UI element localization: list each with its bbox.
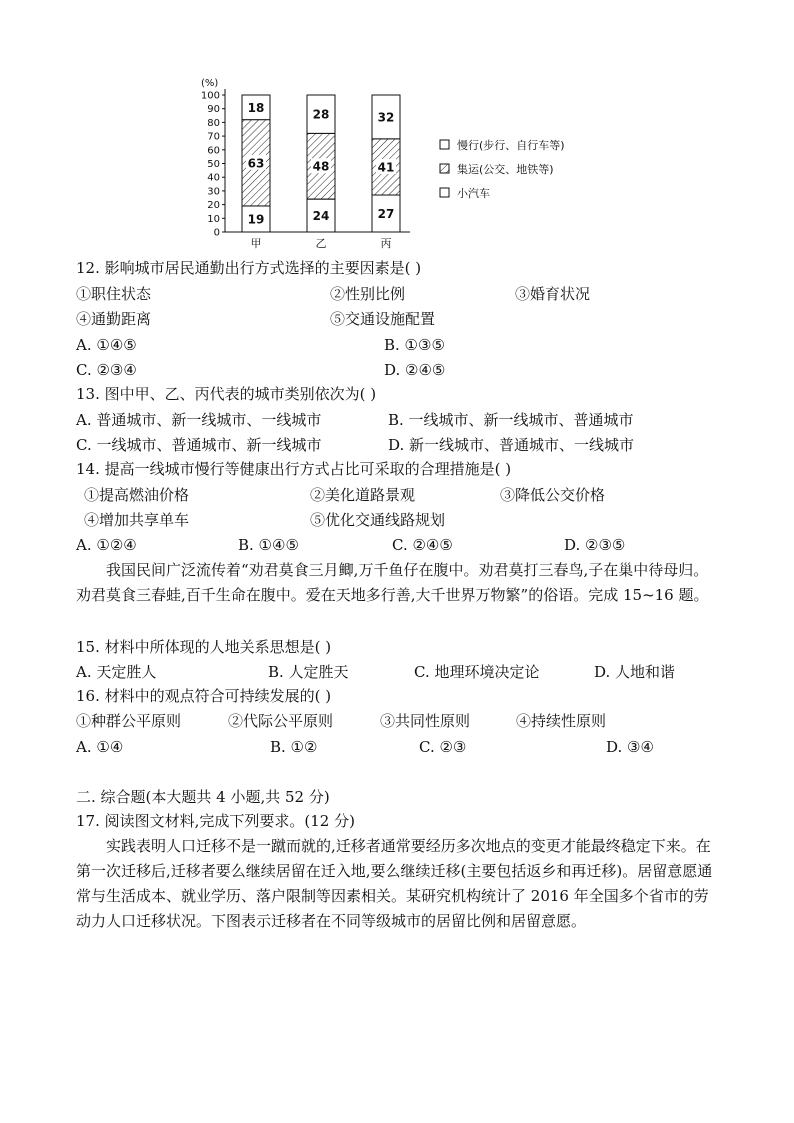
x-category-label: 乙 <box>315 237 327 250</box>
x-category-label: 丙 <box>380 237 392 250</box>
y-tick-label: 60 <box>207 145 220 157</box>
material-1-text: 我国民间广泛流传着“劝君莫食三月鲫,万千鱼仔在腹中。劝君莫打三春鸟,子在巢中待母归。劝君莫食三春蛙,百千生命在腹中。爱在天地多行善,大千世界万物繁”的俗语。完成 15~16 题。 <box>76 561 709 604</box>
q15-choice-b[interactable]: B. 人定胜天 <box>268 663 349 681</box>
q15-stem: 15. 材料中所体现的人地关系思想是( ) <box>76 638 332 656</box>
q12-item-4: ④通勤距离 <box>76 310 152 328</box>
q14-stem: 14. 提高一线城市慢行等健康出行方式占比可采取的合理措施是( ) <box>76 460 512 478</box>
q12-item-5: ⑤交通设施配置 <box>330 310 436 328</box>
q12-choice-a[interactable]: A. ①④⑤ <box>76 336 137 354</box>
q17-stem: 17. 阅读图文材料,完成下列要求。(12 分) <box>76 812 355 830</box>
q16-choice-b[interactable]: B. ①② <box>270 738 318 756</box>
section-2-heading: 二. 综合题(本大题共 4 小题,共 52 分) <box>76 788 330 806</box>
y-tick-label: 50 <box>207 159 220 170</box>
q14-choice-a[interactable]: A. ①②④ <box>76 536 137 554</box>
q16-item-3: ③共同性原则 <box>380 712 471 730</box>
q12-choice-c[interactable]: C. ②③④ <box>76 361 137 379</box>
q16-stem: 16. 材料中的观点符合可持续发展的( ) <box>76 687 332 705</box>
q14-choice-d[interactable]: D. ②③⑤ <box>564 536 626 554</box>
bar-value-label: 28 <box>312 107 330 122</box>
legend-label: 慢行(步行、自行车等) <box>457 139 565 152</box>
q15-choice-d[interactable]: D. 人地和谐 <box>594 663 676 681</box>
bar-value-label: 27 <box>377 207 395 222</box>
q14-item-5: ⑤优化交通线路规划 <box>310 511 446 529</box>
legend-swatch <box>440 140 449 149</box>
q14-item-2: ②美化道路景观 <box>310 486 416 504</box>
q14-item-4: ④增加共享单车 <box>84 511 190 529</box>
q14-choice-b[interactable]: B. ①④⑤ <box>238 536 299 554</box>
q17-material <box>76 834 720 934</box>
bar-value-label: 48 <box>312 159 330 174</box>
bar-value-label: 18 <box>247 100 265 115</box>
bar-value-label: 63 <box>247 156 265 171</box>
legend-swatch <box>440 164 449 173</box>
q13-choice-d[interactable]: D. 新一线城市、普通城市、一线城市 <box>388 436 635 454</box>
y-tick-label: 90 <box>207 104 220 116</box>
q12-item-1: ①职住状态 <box>76 285 152 303</box>
q16-choice-c[interactable]: C. ②③ <box>419 738 467 756</box>
q13-choice-b[interactable]: B. 一线城市、新一线城市、普通城市 <box>388 411 634 429</box>
q12-item-3: ③婚育状况 <box>515 285 591 303</box>
q16-item-4: ④持续性原则 <box>516 712 607 730</box>
q13-choice-a[interactable]: A. 普通城市、新一线城市、一线城市 <box>76 411 322 429</box>
q16-item-2: ②代际公平原则 <box>228 712 334 730</box>
q12-stem: 12. 影响城市居民通勤出行方式选择的主要因素是( ) <box>76 259 422 277</box>
q13-choice-c[interactable]: C. 一线城市、普通城市、新一线城市 <box>76 436 322 454</box>
legend-label: 小汽车 <box>457 187 490 200</box>
q13-stem: 13. 图中甲、乙、丙代表的城市类别依次为( ) <box>76 385 377 403</box>
x-category-label: 甲 <box>250 237 262 250</box>
y-tick-label: 80 <box>207 117 220 129</box>
q12-choice-b[interactable]: B. ①③⑤ <box>384 336 445 354</box>
q14-item-3: ③降低公交价格 <box>500 486 606 504</box>
y-tick-label: 10 <box>207 213 220 225</box>
q16-choice-d[interactable]: D. ③④ <box>606 738 654 756</box>
y-tick-label: 0 <box>213 227 220 239</box>
q16-item-1: ①种群公平原则 <box>76 712 182 730</box>
bar-value-label: 19 <box>247 212 265 227</box>
legend-label: 集运(公交、地铁等) <box>457 163 554 176</box>
q12-choice-d[interactable]: D. ②④⑤ <box>384 361 446 379</box>
y-tick-label: 70 <box>207 131 220 143</box>
q14-item-1: ①提高燃油价格 <box>84 486 190 504</box>
y-tick-label: 100 <box>200 90 220 102</box>
q17-material-text: 实践表明人口迁移不是一蹴而就的,迁移者通常要经历多次地点的变更才能最终稳定下来。在第一次迁移后,迁移者要么继续居留在迁入地,要么继续迁移(主要包括返乡和再迁移)。居留意愿通常与生活成本、就业学历、落户限制等因素相关。某研究机构统计了 2016 年全国多个省市的劳动力人口迁移状况。下图表示迁移者在不同等级城市的居留比例和居留意愿。 <box>76 837 713 930</box>
q14-choice-c[interactable]: C. ②④⑤ <box>392 536 453 554</box>
q12-item-2: ②性别比例 <box>330 285 406 303</box>
stacked-bar-chart <box>195 70 595 260</box>
legend-swatch <box>440 188 449 197</box>
y-tick-label: 20 <box>207 200 220 212</box>
q15-choice-c[interactable]: C. 地理环境决定论 <box>414 663 540 681</box>
y-tick-label: 30 <box>207 186 220 198</box>
bar-value-label: 32 <box>377 110 395 125</box>
q15-choice-a[interactable]: A. 天定胜人 <box>76 663 157 681</box>
y-tick-label: 40 <box>207 172 220 184</box>
material-paragraph-1 <box>76 558 720 608</box>
y-unit-label: (%) <box>201 78 219 89</box>
q16-choice-a[interactable]: A. ①④ <box>76 738 124 756</box>
bar-value-label: 41 <box>377 160 395 175</box>
bar-value-label: 24 <box>312 209 330 224</box>
